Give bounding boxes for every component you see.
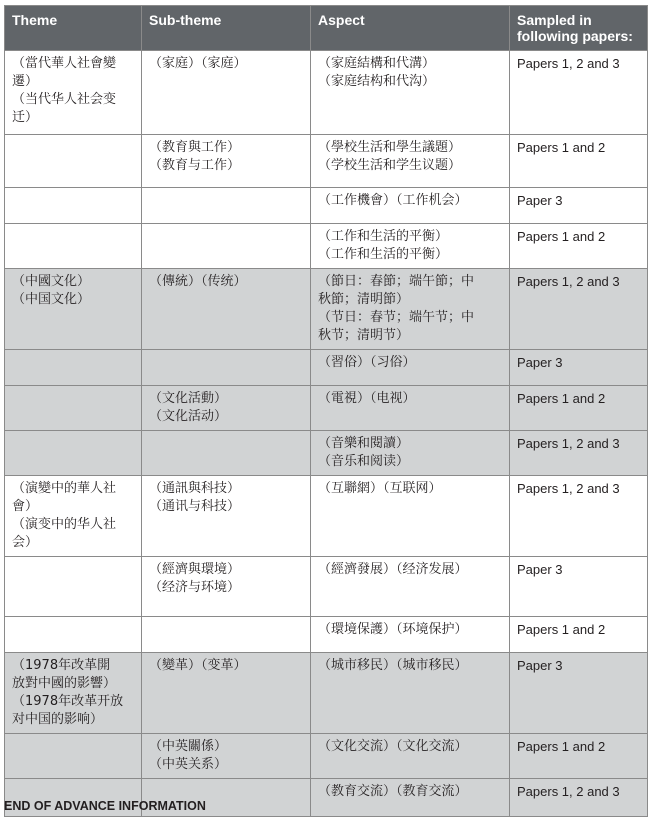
sampled-cell: Paper 3 xyxy=(510,653,648,734)
end-of-advance-information: END OF ADVANCE INFORMATION xyxy=(4,799,206,813)
table-header-row xyxy=(5,6,648,51)
sampled-cell: Papers 1 and 2 xyxy=(510,224,648,269)
aspect-header: Aspect xyxy=(311,6,510,51)
sampled-cell: Papers 1, 2 and 3 xyxy=(510,779,648,817)
subtheme-cell xyxy=(142,617,311,653)
table-row xyxy=(5,386,648,431)
sampled-cell: Papers 1, 2 and 3 xyxy=(510,431,648,476)
table-row xyxy=(5,224,648,269)
sampled-cell: Papers 1 and 2 xyxy=(510,135,648,188)
table-row xyxy=(5,135,648,188)
sampled-header-line2: following papers: xyxy=(517,28,633,44)
theme-cell xyxy=(5,188,142,224)
theme-cell xyxy=(5,617,142,653)
aspect-cell: （音樂和閱讀） （音乐和阅读） xyxy=(311,431,510,476)
subtheme-header: Sub-theme xyxy=(142,6,311,51)
sampled-cell: Papers 1, 2 and 3 xyxy=(510,51,648,135)
theme-cell xyxy=(5,135,142,188)
aspect-cell: （經濟發展）（经济发展） xyxy=(311,557,510,617)
sampled-header-line1: Sampled in xyxy=(517,12,592,28)
aspect-cell: （互聯網）（互联网） xyxy=(311,476,510,557)
sampled-cell: Paper 3 xyxy=(510,350,648,386)
subtheme-cell xyxy=(142,431,311,476)
subtheme-cell: （變革）（变革） xyxy=(142,653,311,734)
subtheme-cell: （傳統）（传统） xyxy=(142,269,311,350)
subtheme-cell: （文化活動） （文化活动） xyxy=(142,386,311,431)
theme-header: Theme xyxy=(5,6,142,51)
aspect-cell: （文化交流）（文化交流） xyxy=(311,734,510,779)
aspect-cell: （電視）（电视） xyxy=(311,386,510,431)
subtheme-cell: （教育與工作） （教育与工作） xyxy=(142,135,311,188)
aspect-cell: （工作和生活的平衡） （工作和生活的平衡） xyxy=(311,224,510,269)
table-row xyxy=(5,653,648,734)
aspect-cell: （習俗）（习俗） xyxy=(311,350,510,386)
sampled-cell: Paper 3 xyxy=(510,557,648,617)
aspect-cell: （家庭結構和代溝） （家庭结构和代沟） xyxy=(311,51,510,135)
subtheme-cell: （中英關係） （中英关系） xyxy=(142,734,311,779)
sampled-cell: Papers 1 and 2 xyxy=(510,734,648,779)
theme-cell xyxy=(5,734,142,779)
aspect-cell: （城市移民）（城市移民） xyxy=(311,653,510,734)
table-row xyxy=(5,617,648,653)
aspect-cell: （環境保護）（环境保护） xyxy=(311,617,510,653)
theme-cell: （當代華人社會變 遷） （当代华人社会变 迁） xyxy=(5,51,142,135)
sampled-cell: Papers 1 and 2 xyxy=(510,386,648,431)
theme-cell: （1978年改革開 放對中國的影響） （1978年改革开放 对中国的影响） xyxy=(5,653,142,734)
theme-cell xyxy=(5,224,142,269)
table-row xyxy=(5,188,648,224)
advance-information-table xyxy=(4,5,648,817)
theme-cell: （中國文化） （中国文化） xyxy=(5,269,142,350)
aspect-cell: （工作機會）（工作机会） xyxy=(311,188,510,224)
sampled-cell: Papers 1 and 2 xyxy=(510,617,648,653)
table-row xyxy=(5,51,648,135)
theme-cell xyxy=(5,386,142,431)
sampled-cell: Papers 1, 2 and 3 xyxy=(510,269,648,350)
table-row xyxy=(5,557,648,617)
theme-cell: （演變中的華人社 會） （演变中的华人社 会） xyxy=(5,476,142,557)
subtheme-cell xyxy=(142,350,311,386)
table-row xyxy=(5,476,648,557)
aspect-cell: （教育交流）（教育交流） xyxy=(311,779,510,817)
theme-cell xyxy=(5,350,142,386)
subtheme-cell: （家庭）（家庭） xyxy=(142,51,311,135)
aspect-cell: （學校生活和學生議題） （学校生活和学生议题） xyxy=(311,135,510,188)
sampled-cell: Paper 3 xyxy=(510,188,648,224)
table-row xyxy=(5,734,648,779)
subtheme-cell xyxy=(142,188,311,224)
subtheme-cell: （通訊與科技） （通讯与科技） xyxy=(142,476,311,557)
theme-cell xyxy=(5,557,142,617)
subtheme-cell xyxy=(142,224,311,269)
table-row xyxy=(5,269,648,350)
table-row xyxy=(5,350,648,386)
sampled-header xyxy=(510,6,648,51)
table-row xyxy=(5,431,648,476)
aspect-cell: （節日：春節；端午節；中 秋節；清明節） （节日：春节；端午节；中 秋节；清明节） xyxy=(311,269,510,350)
sampled-cell: Papers 1, 2 and 3 xyxy=(510,476,648,557)
subtheme-cell: （經濟與環境） （经济与环境） xyxy=(142,557,311,617)
theme-cell xyxy=(5,431,142,476)
